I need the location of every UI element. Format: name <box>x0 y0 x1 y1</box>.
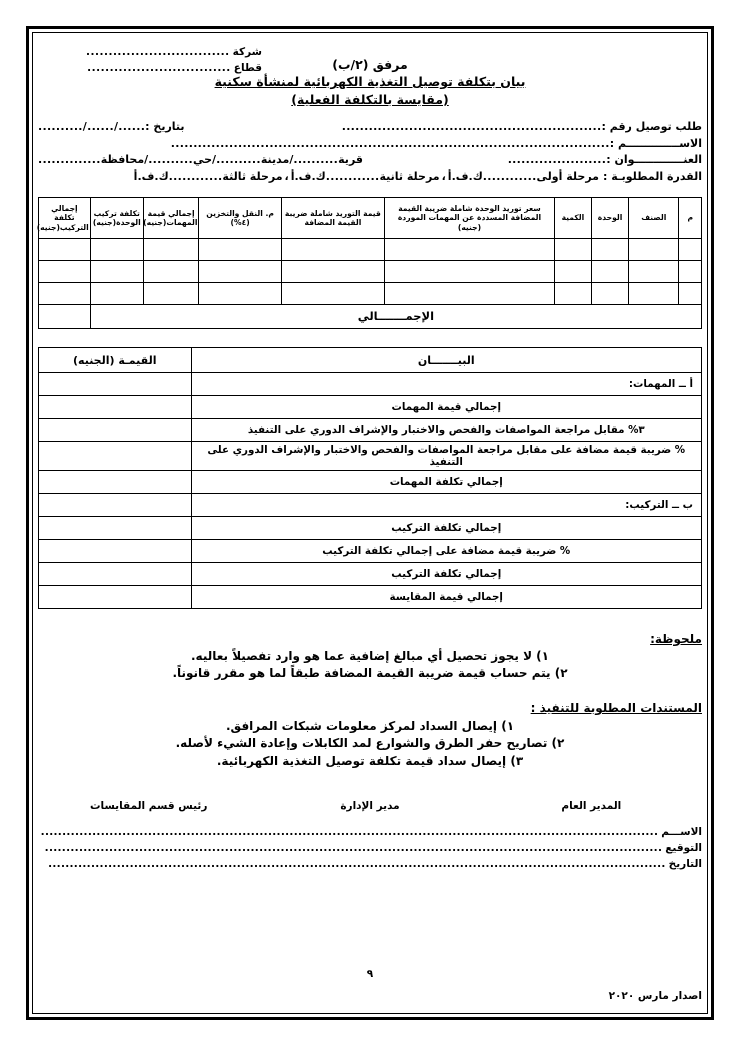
col-total-items-value: إجمالي قيمة المهمات(جنيه) <box>143 198 199 239</box>
cell-transport-storage[interactable] <box>199 261 281 283</box>
summary-label: إجمالي قيمة المقايسة <box>191 586 702 609</box>
cell-unit-install-cost[interactable] <box>90 283 143 305</box>
cell-transport-storage[interactable] <box>199 283 281 305</box>
power-stage3-unit: ك.ف.أ <box>133 169 169 183</box>
address-village-label: قرية <box>338 153 363 166</box>
cell-item[interactable] <box>629 239 679 261</box>
summary-row-installation-vat <box>39 540 702 563</box>
summary-row-installation-grand-total <box>39 563 702 586</box>
cell-supply-value[interactable] <box>281 261 384 283</box>
summary-row-review-fee <box>39 419 702 442</box>
company-label: شركة <box>232 46 262 58</box>
notes-section <box>38 631 702 682</box>
cell-supply-value[interactable] <box>281 283 384 305</box>
list-item: ٢) تصاريح حفر الطرق والشوارع لمد الكابلات وإعادة الشيء لأصله. <box>175 736 565 750</box>
summary-table <box>38 347 702 609</box>
summary-label: إجمالي تكلفة التركيب <box>191 563 702 586</box>
cell-serial[interactable] <box>679 261 702 283</box>
col-item: الصنف <box>629 198 679 239</box>
summary-value[interactable] <box>39 419 192 442</box>
col-unit-supply-price: سعر توريد الوحدة شاملة ضريبة القيمة المضافة المسددة عن المهمات الموردة (جنيه) <box>385 198 555 239</box>
address-district-input[interactable]: .......... <box>148 153 193 166</box>
request-number-label: طلب توصيل رقم : <box>601 120 702 133</box>
required-documents-section <box>38 700 702 770</box>
address-label: العنـــــــــــــوان : <box>606 153 702 166</box>
signature-name-input[interactable]: ................................................................................................................................................ <box>40 826 659 838</box>
list-item: ٣) إيصال سداد قيمة تكلفة توصيل التغذية الكهربائية. <box>216 753 524 768</box>
cell-unit[interactable] <box>591 261 628 283</box>
summary-label: % ضريبة قيمة مضافة على مقابل مراجعة المواصفات والفحص والاختبار والإشراف الدوري على التنفيذ <box>191 442 702 471</box>
summary-value[interactable] <box>39 540 192 563</box>
cell-item[interactable] <box>629 283 679 305</box>
sector-field <box>38 60 262 76</box>
cell-unit-install-cost[interactable] <box>90 239 143 261</box>
table-row[interactable] <box>39 261 702 283</box>
col-unit: الوحدة <box>591 198 628 239</box>
summary-value[interactable] <box>39 563 192 586</box>
summary-row-items-heading <box>39 373 702 396</box>
applicant-name-label: الاســــــــــــــم : <box>609 136 702 150</box>
page-number: ٩ <box>366 968 374 980</box>
list-item: ١) لا يجوز تحصيل أي مبالغ إضافية عما هو وارد تفصيلاً بعاليه. <box>190 649 549 663</box>
col-supply-value: قيمة التوريد شاملة ضريبة القيمة المضافة <box>281 198 384 239</box>
power-stage3-input[interactable]: ............ <box>168 169 223 183</box>
summary-row-installation-total <box>39 517 702 540</box>
cell-total-install-cost[interactable] <box>39 283 91 305</box>
table-row[interactable] <box>39 283 702 305</box>
address-city-label: /مدينة <box>260 153 294 166</box>
col-total-install-cost: إجمالي تكلفة التركيب(جنيه) <box>39 198 91 239</box>
required-documents-list <box>38 718 702 771</box>
document-title: بيان بتكلفة توصيل التغذية الكهربائية لمنشأة سكنية <box>214 74 526 89</box>
items-table-header-row <box>39 198 702 239</box>
summary-value[interactable] <box>39 517 192 540</box>
cell-total-items-value[interactable] <box>143 239 199 261</box>
signature-name-label: الاســـم <box>661 826 702 838</box>
signature-signature-input[interactable]: ................................................................................................................................................ <box>44 842 663 854</box>
address-governorate-input[interactable]: .............. <box>38 153 101 166</box>
cell-quantity[interactable] <box>554 283 591 305</box>
summary-label: إجمالي تكلفة المهمات <box>191 471 702 494</box>
summary-table-header-row <box>39 348 702 373</box>
items-total-label: الإجمـــــــالي <box>90 305 701 329</box>
address-city-input[interactable]: .......... <box>216 153 261 166</box>
col-transport-storage: م. النقل والتخزين (٤%) <box>199 198 281 239</box>
request-date-label: بتاريخ : <box>145 120 185 133</box>
summary-label: أ ــ المهمات: <box>191 373 702 396</box>
col-unit-install-cost: تكلفة تركيب الوحدة(جنيه) <box>90 198 143 239</box>
power-stage3-label: مرحلة ثالثة <box>222 169 283 183</box>
summary-row-installation-heading <box>39 494 702 517</box>
annex-title: مرفق (٢/ب) <box>332 57 408 72</box>
required-power-label: القدرة المطلوبـة : <box>603 169 702 183</box>
col-quantity: الكمية <box>554 198 591 239</box>
address-district-label: /حي <box>192 153 217 166</box>
cell-quantity[interactable] <box>554 239 591 261</box>
col-value: القيمـة (الجنيه) <box>39 348 192 373</box>
notes-heading: ملحوظة: <box>650 632 702 646</box>
power-stage2-input[interactable]: ............ <box>325 169 380 183</box>
cell-unit[interactable] <box>591 283 628 305</box>
summary-row-items-total-cost <box>39 471 702 494</box>
organization-header <box>38 44 262 76</box>
applicant-name-line <box>38 136 702 153</box>
power-stage2-label: مرحلة ثانية <box>379 169 440 183</box>
summary-row-estimate-grand-total <box>39 586 702 609</box>
cell-total-items-value[interactable] <box>143 283 199 305</box>
summary-value[interactable] <box>39 494 192 517</box>
summary-value[interactable] <box>39 442 192 471</box>
summary-label: ٣% مقابل مراجعة المواصفات والفحص والاختبار والإشراف الدوري على التنفيذ <box>191 419 702 442</box>
list-item: ١) إيصال السداد لمركز معلومات شبكات المرافق. <box>225 718 515 733</box>
signature-signature-line <box>38 840 702 856</box>
power-stage1-label: مرحلة أولى <box>536 169 599 183</box>
items-table-total-row <box>39 305 702 329</box>
cell-total-install-cost[interactable] <box>39 261 91 283</box>
cell-unit-supply-price[interactable] <box>385 261 555 283</box>
signature-date-label: التاريخ <box>668 858 702 870</box>
cell-serial[interactable] <box>679 283 702 305</box>
summary-value[interactable] <box>39 586 192 609</box>
address-governorate-label: /محافظة <box>100 153 149 166</box>
required-power-line: القدرة المطلوبـة : مرحلة أولى ............ ك.ف.أ ، مرحلة ثانية ............ ك.ف.أ ، مرحلة ثالثة ............ ك.ف.أ <box>38 169 702 186</box>
notes-list <box>38 648 702 682</box>
cell-item[interactable] <box>629 261 679 283</box>
cell-total-items-value[interactable] <box>143 261 199 283</box>
power-stage2-unit: ك.ف.أ <box>290 169 326 183</box>
applicant-name-input[interactable]: .................................................................................................. <box>170 136 610 150</box>
form-fields <box>38 119 702 185</box>
signature-titles-row <box>38 800 702 812</box>
address-line <box>38 152 702 169</box>
sector-dots: ................................ <box>87 62 231 74</box>
request-number-line <box>38 119 702 136</box>
items-table <box>38 197 702 329</box>
address-input-main[interactable]: ...................... <box>507 153 607 166</box>
request-number-input[interactable]: .......................................................... <box>341 120 602 133</box>
signature-name-line <box>38 824 702 840</box>
power-stage1-input[interactable]: ............ <box>482 169 537 183</box>
cell-unit-supply-price[interactable] <box>385 239 555 261</box>
cell-supply-value[interactable] <box>281 239 384 261</box>
cell-unit[interactable] <box>591 239 628 261</box>
cell-serial[interactable] <box>679 239 702 261</box>
cell-quantity[interactable] <box>554 261 591 283</box>
table-row[interactable] <box>39 239 702 261</box>
sector-label: قطاع <box>233 62 262 74</box>
cell-unit-supply-price[interactable] <box>385 283 555 305</box>
document-subtitle: (مقايسة بالتكلفة الفعلية) <box>291 92 449 107</box>
col-statement: البيـــــــان <box>191 348 702 373</box>
summary-value[interactable] <box>39 396 192 419</box>
power-stage1-unit: ك.ف.أ <box>447 169 483 183</box>
summary-row-review-fee-vat <box>39 442 702 471</box>
col-serial: م <box>679 198 702 239</box>
required-documents-heading: المستندات المطلوبة للتنفيذ : <box>530 701 702 715</box>
summary-label: % ضريبة قيمة مضافة على إجمالي تكلفة التركيب <box>191 540 702 563</box>
signature-date-input[interactable]: ................................................................................................................................................ <box>48 858 666 870</box>
summary-label: إجمالي قيمة المهمات <box>191 396 702 419</box>
summary-label: إجمالي تكلفة التركيب <box>191 517 702 540</box>
cell-unit-install-cost[interactable] <box>90 261 143 283</box>
issue-date: اصدار مارس ٢٠٢٠ <box>608 990 702 1002</box>
signature-signature-label: التوقيع <box>665 842 702 854</box>
signature-title-estimates-head: رئيس قسم المقايسات <box>89 800 208 812</box>
page-content <box>38 38 702 1008</box>
signature-title-department-manager: مدير الإدارة <box>340 800 400 812</box>
signature-date-line <box>38 856 702 872</box>
address-village-input[interactable]: .......... <box>293 153 339 166</box>
summary-value[interactable] <box>39 373 192 396</box>
signature-lines <box>38 824 702 872</box>
items-total-value[interactable] <box>39 305 91 329</box>
list-item: ٢) يتم حساب قيمة ضريبة القيمة المضافة طبقاً لما هو مقرر قانوناً. <box>172 666 568 680</box>
summary-row-items-total-value <box>39 396 702 419</box>
cell-transport-storage[interactable] <box>199 239 281 261</box>
company-field <box>38 44 262 60</box>
signature-title-general-manager: المدير العام <box>561 800 622 812</box>
summary-value[interactable] <box>39 471 192 494</box>
request-date-input[interactable]: ....../....../.......... <box>38 120 146 133</box>
cell-total-install-cost[interactable] <box>39 239 91 261</box>
summary-label: ب ــ التركيب: <box>191 494 702 517</box>
company-dots: ................................ <box>86 46 230 58</box>
